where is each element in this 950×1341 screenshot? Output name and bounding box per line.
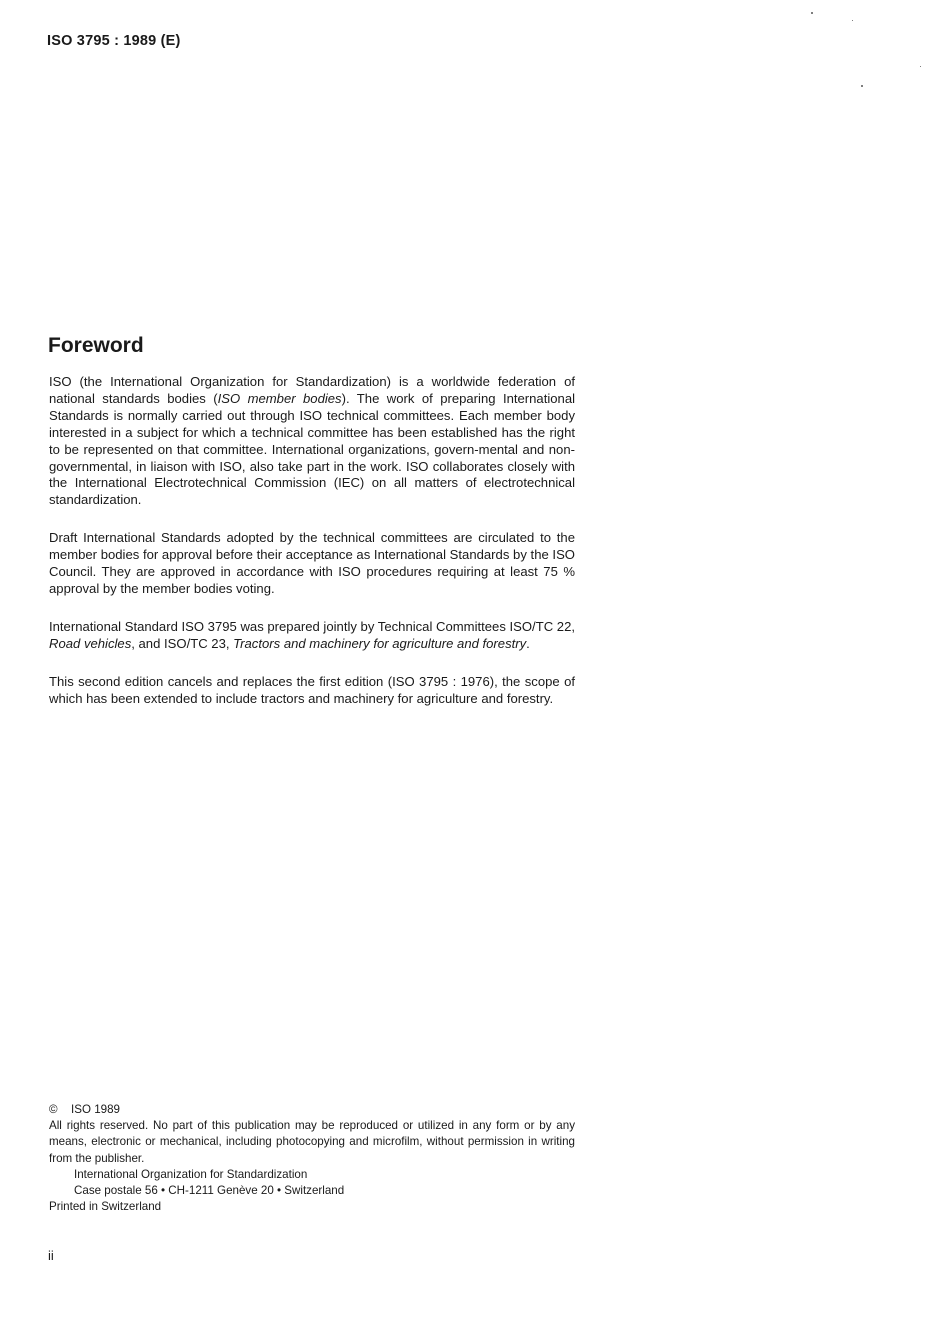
- foreword-paragraph-1: ISO (the International Organization for Standardization) is a worldwide federation of national standards bodies (ISO member bodies). The work of preparing International Standards is normally carried out through ISO technical committees. Each member body interested in a subject for which a technical committee has been established has the right to be represented on that committee. International organizations, govern-mental and non-governmental, in liaison with ISO, also take part in the work. ISO collaborates closely with the International Electrotechnical Commission (IEC) on all matters of electrotechnical standardization.: [49, 374, 576, 508]
- scan-speck: [861, 85, 863, 87]
- printed-in: Printed in Switzerland: [49, 1200, 162, 1214]
- rights-statement: All rights reserved. No part of this publication may be reproduced or utilized in any form or by any means, electronic or mechanical, including photocopying and microfilm, without permission in writing from the publisher.: [49, 1119, 575, 1165]
- foreword-paragraph-2: Draft International Standards adopted by the technical committees are circulated to the member bodies for approval before their acceptance as International Standards by the ISO Council. They are approved in accordance with ISO procedures requiring at least 75 % approval by the member bodies voting.: [49, 530, 575, 596]
- copyright-owner: ISO 1989: [71, 1103, 120, 1116]
- organization-address: Case postale 56 • CH-1211 Genève 20 • Switzerland: [74, 1184, 345, 1198]
- scan-speck: [920, 66, 921, 67]
- page-number: ii: [48, 1248, 54, 1263]
- scan-speck: [811, 12, 813, 14]
- running-header: ISO 3795 : 1989 (E): [47, 33, 181, 49]
- foreword-paragraph-4: This second edition cancels and replaces the first edition (ISO 3795 : 1976), the scope of which has been extended to include tractors and machinery for agriculture and forestry.: [49, 673, 575, 706]
- foreword-title: Foreword: [48, 334, 144, 357]
- copyright-block: [49, 1102, 575, 1215]
- foreword-paragraph-3: International Standard ISO 3795 was prepared jointly by Technical Committees ISO/TC 22, Road vehicles, and ISO/TC 23, Tractors and machinery for agriculture and forestry.: [49, 618, 575, 651]
- foreword-body: [49, 374, 575, 729]
- scan-speck: [852, 20, 853, 21]
- organization-name: International Organization for Standardization: [74, 1167, 308, 1181]
- copyright-line: [49, 1102, 575, 1118]
- copyright-icon: ©: [49, 1103, 58, 1116]
